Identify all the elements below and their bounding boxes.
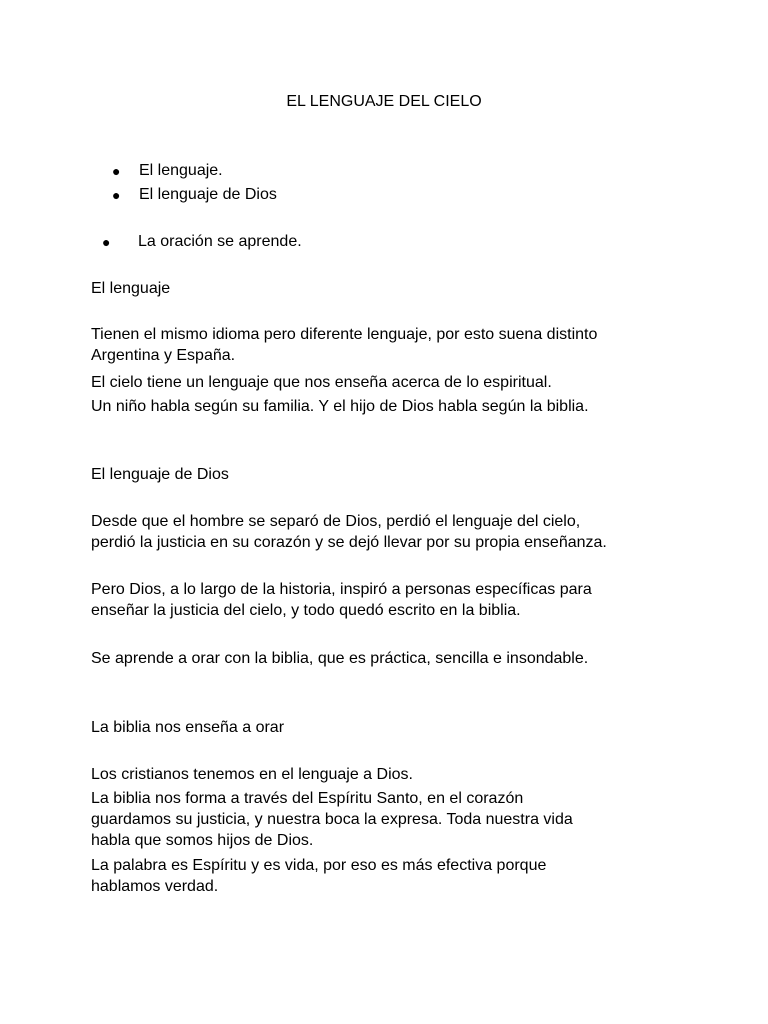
- section-heading: El lenguaje: [91, 280, 171, 297]
- paragraph-line: Un niño habla según su familia. Y el hijo de Dios habla según la biblia.: [91, 398, 589, 415]
- paragraph-line: Desde que el hombre se separó de Dios, perdió el lenguaje del cielo,: [91, 513, 581, 530]
- bullet-list-secondary: [102, 230, 302, 254]
- paragraph: [91, 764, 711, 785]
- list-item-text: El lenguaje.: [139, 162, 223, 179]
- paragraph-line: perdió la justicia en su corazón y se dejó llevar por su propia enseñanza.: [91, 534, 607, 551]
- paragraph-line: Argentina y España.: [91, 347, 236, 364]
- paragraph: [91, 855, 711, 897]
- paragraph-line: hablamos verdad.: [91, 878, 219, 895]
- section-heading: El lenguaje de Dios: [91, 466, 229, 483]
- paragraph-line: guardamos su justicia, y nuestra boca la expresa. Toda nuestra vida: [91, 811, 573, 828]
- paragraph: [91, 788, 711, 851]
- bullet-icon: ●: [102, 234, 111, 250]
- paragraph-line: Pero Dios, a lo largo de la historia, inspiró a personas específicas para: [91, 581, 592, 598]
- page-title: EL LENGUAJE DEL CIELO: [286, 93, 482, 110]
- list-item: [112, 183, 277, 207]
- list-item-text: El lenguaje de Dios: [139, 186, 277, 203]
- paragraph-line: enseñar la justicia del cielo, y todo quedó escrito en la biblia.: [91, 602, 521, 619]
- paragraph-line: Se aprende a orar con la biblia, que es práctica, sencilla e insondable.: [91, 650, 589, 667]
- list-item-text: La oración se aprende.: [138, 233, 302, 250]
- paragraph-line: La palabra es Espíritu y es vida, por eso es más efectiva porque: [91, 857, 547, 874]
- list-item: [112, 159, 277, 183]
- paragraph: [91, 396, 711, 417]
- bullet-icon: ●: [112, 187, 121, 203]
- bullet-list: [112, 159, 277, 207]
- paragraph-line: La biblia nos forma a través del Espíritu Santo, en el corazón: [91, 790, 524, 807]
- paragraph-line: El cielo tiene un lenguaje que nos enseña acerca de lo espiritual.: [91, 374, 552, 391]
- paragraph-line: Los cristianos tenemos en el lenguaje a Dios.: [91, 766, 413, 783]
- paragraph: [91, 648, 711, 669]
- paragraph: [91, 324, 711, 366]
- paragraph: [91, 511, 711, 553]
- paragraph: [91, 579, 711, 621]
- list-item: [102, 230, 302, 254]
- paragraph-line: habla que somos hijos de Dios.: [91, 832, 314, 849]
- bullet-icon: ●: [112, 163, 121, 179]
- paragraph: [91, 372, 711, 393]
- paragraph-line: Tienen el mismo idioma pero diferente lenguaje, por esto suena distinto: [91, 326, 598, 343]
- section-heading: La biblia nos enseña a orar: [91, 719, 285, 736]
